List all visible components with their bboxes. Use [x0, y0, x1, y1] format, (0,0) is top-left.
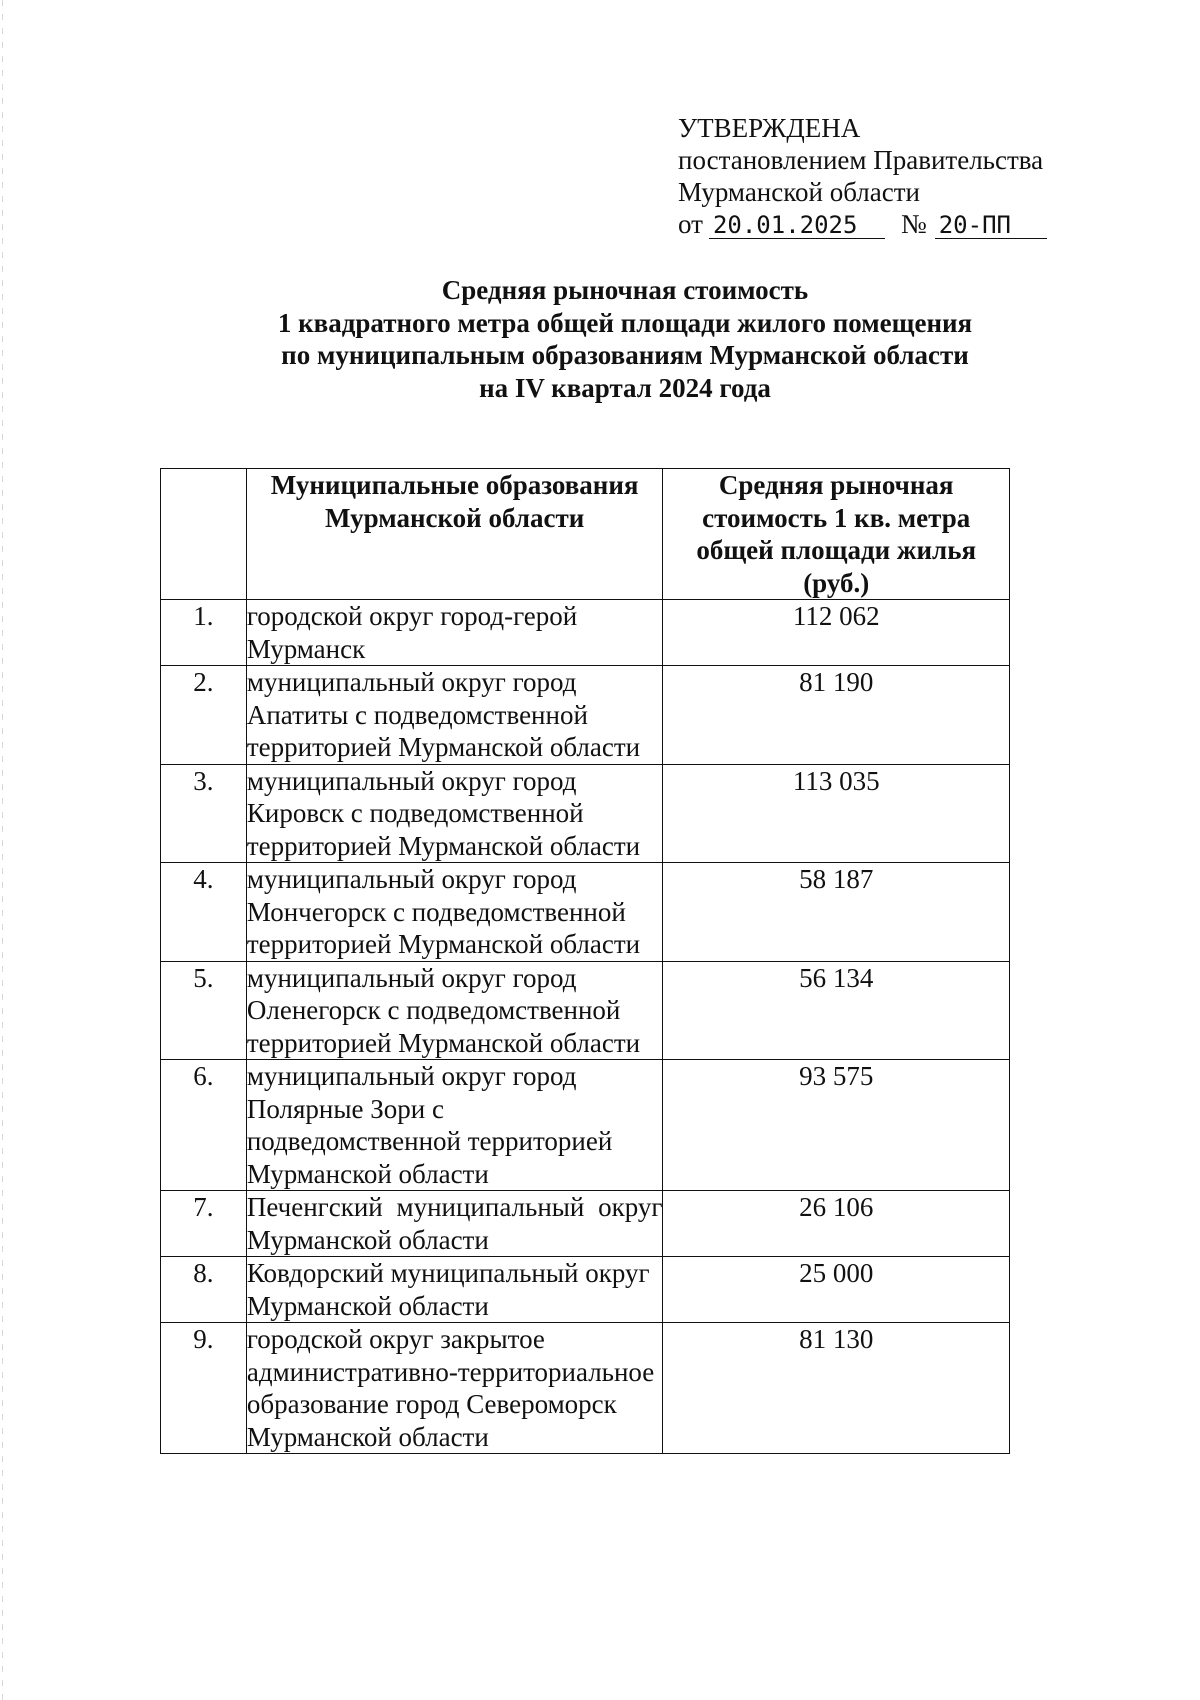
row-price: 112 062: [663, 600, 1010, 666]
row-municipality: Печенгский муниципальный округ Мурманской области: [246, 1192, 663, 1255]
row-municipality: муниципальный округ город Оленегорск с подведомственной территорией Мурманской области: [246, 961, 663, 1060]
table-row: [161, 1191, 1010, 1257]
row-price: 93 575: [663, 1060, 1010, 1191]
row-price: 81 130: [663, 1323, 1010, 1454]
row-municipality: муниципальный округ город Полярные Зори с подведомственной территорией Мурманской области: [246, 1060, 663, 1191]
row-number: 6.: [161, 1060, 247, 1191]
approval-date-prefix: от: [678, 209, 703, 239]
title-line-3: по муниципальным образованиям Мурманской области: [281, 340, 969, 370]
document-title: [160, 274, 1090, 404]
row-municipality: муниципальный округ город Мончегорск с подведомственной территорией Мурманской области: [246, 863, 663, 962]
row-number: 3.: [161, 764, 247, 863]
row-number: 1.: [161, 600, 247, 666]
approval-number: 20-ПП: [935, 212, 1047, 239]
table-row: [161, 1060, 1010, 1191]
row-municipality: городской округ город-герой Мурманск: [246, 600, 663, 666]
price-table: [160, 468, 1010, 1454]
title-line-1: Средняя рыночная стоимость: [441, 275, 809, 305]
row-price: 58 187: [663, 863, 1010, 962]
approval-line-2: Мурманской области: [678, 177, 920, 207]
row-price: 26 106: [663, 1191, 1010, 1257]
table-row: [161, 764, 1010, 863]
approval-line-1: постановлением Правительства: [678, 145, 1044, 175]
row-number: 2.: [161, 666, 247, 765]
table-row: [161, 1323, 1010, 1454]
approval-number-sign: №: [900, 209, 927, 239]
row-price: 56 134: [663, 961, 1010, 1060]
row-number: 4.: [161, 863, 247, 962]
table-row: [161, 863, 1010, 962]
title-line-4: на IV квартал 2024 года: [479, 372, 771, 403]
table-row: [161, 1257, 1010, 1323]
title-line-2: 1 квадратного метра общей площади жилого помещения: [277, 307, 973, 338]
approval-stamp: [678, 112, 1047, 240]
header-average-price: Средняя рыночная стоимость 1 кв. метра общей площади жилья (руб.): [663, 469, 1010, 600]
table-row: [161, 961, 1010, 1060]
row-municipality: городской округ закрытое административно-территориальное образование город Североморск Мурманской области: [246, 1323, 663, 1454]
row-municipality: Ковдорский муниципальный округ Мурманской области: [246, 1257, 663, 1323]
table-row: [161, 666, 1010, 765]
row-price: 81 190: [663, 666, 1010, 765]
row-number: 7.: [161, 1191, 247, 1257]
row-number: 9.: [161, 1323, 247, 1454]
approval-date-line: [678, 208, 1047, 240]
approval-date: 20.01.2025: [709, 212, 885, 239]
table-header-row: [161, 469, 1010, 600]
row-price: 113 035: [663, 764, 1010, 863]
row-price: 25 000: [663, 1257, 1010, 1323]
header-number-cell: [161, 469, 247, 600]
header-municipality: Муниципальные образования Мурманской области: [246, 469, 663, 600]
table-row: [161, 600, 1010, 666]
row-number: 8.: [161, 1257, 247, 1323]
approval-heading: УТВЕРЖДЕНА: [678, 113, 861, 143]
row-municipality: муниципальный округ город Апатиты с подведомственной территорией Мурманской области: [246, 666, 663, 765]
scan-edge-marks: [2, 0, 3, 1700]
row-number: 5.: [161, 961, 247, 1060]
row-municipality: муниципальный округ город Кировск с подведомственной территорией Мурманской области: [246, 764, 663, 863]
